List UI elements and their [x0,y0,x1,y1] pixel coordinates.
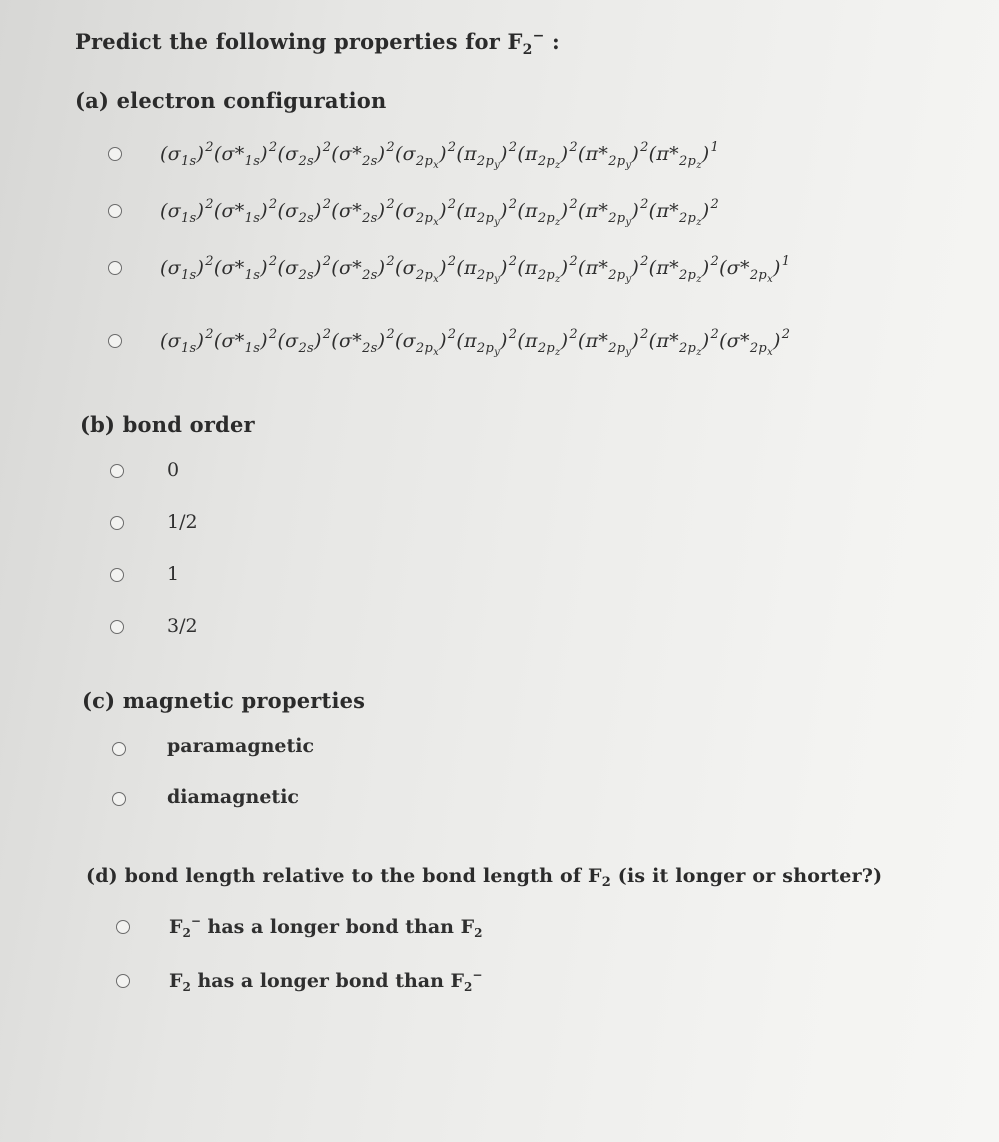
option-b-4-label: 3/2 [167,615,198,637]
option-b-2-label: 1/2 [167,511,198,533]
radio-b-option-4[interactable] [110,620,124,634]
option-b-1-label: 0 [167,459,180,481]
section-d-title: (d) bond length relative to the bond length of $F_2$ (is it longer or shorter?) [86,865,883,890]
radio-a-option-3[interactable] [108,261,122,275]
option-d-2-rendered: $F_2$ has a longer bond than $F_2^-$ [169,968,483,994]
radio-c-option-2[interactable] [112,792,126,806]
option-b-3-label: 1 [167,563,180,585]
page-title: Predict the following properties for $F_2^-$ : [75,28,560,58]
radio-a-option-2[interactable] [108,204,122,218]
radio-b-option-2[interactable] [110,516,124,530]
option-a-4-rendered: $(\sigma_{1s})^2(\sigma*_{1s})^2(\sigma_{2s})^2(\sigma*_{2s})^2(\sigma_{2p_x})^2(\pi_{2p_y})^2(\pi_{2p_z})^2(\pi*_{2p_y})^2(\pi*_{2p_z})^2(\sigma*_{2p_x})^2$ [160,327,791,358]
option-a-2-rendered: $(\sigma_{1s})^2(\sigma*_{1s})^2(\sigma_{2s})^2(\sigma*_{2s})^2(\sigma_{2p_x})^2(\pi_{2p_y})^2(\pi_{2p_z})^2(\pi*_{2p_y})^2(\pi*_{2p_z})^2$ [160,197,720,228]
section-b-title: (b) bond order [80,412,255,437]
option-d-1-rendered: $F_2^-$ has a longer bond than $F_2$ [169,914,483,940]
radio-a-option-4[interactable] [108,334,122,348]
radio-b-option-1[interactable] [110,464,124,478]
option-a-3-rendered: $(\sigma_{1s})^2(\sigma*_{1s})^2(\sigma_{2s})^2(\sigma*_{2s})^2(\sigma_{2p_x})^2(\pi_{2p_y})^2(\pi_{2p_z})^2(\pi*_{2p_y})^2(\pi*_{2p_z})^2(\sigma*_{2p_x})^1$ [160,254,791,285]
option-a-1-rendered: $(\sigma_{1s})^2(\sigma*_{1s})^2(\sigma_{2s})^2(\sigma*_{2s})^2(\sigma_{2p_x})^2(\pi_{2p_y})^2(\pi_{2p_z})^2(\pi*_{2p_y})^2(\pi*_{2p_z})^1$ [160,140,720,171]
section-c-title: (c) magnetic properties [82,688,366,713]
option-c-2-label: diamagnetic [167,786,299,808]
radio-d-option-2[interactable] [116,974,130,988]
section-a-title: (a) electron configuration [75,88,387,113]
radio-b-option-3[interactable] [110,568,124,582]
radio-c-option-1[interactable] [112,742,126,756]
option-c-1-label: paramagnetic [167,735,315,757]
radio-d-option-1[interactable] [116,920,130,934]
radio-a-option-1[interactable] [108,147,122,161]
